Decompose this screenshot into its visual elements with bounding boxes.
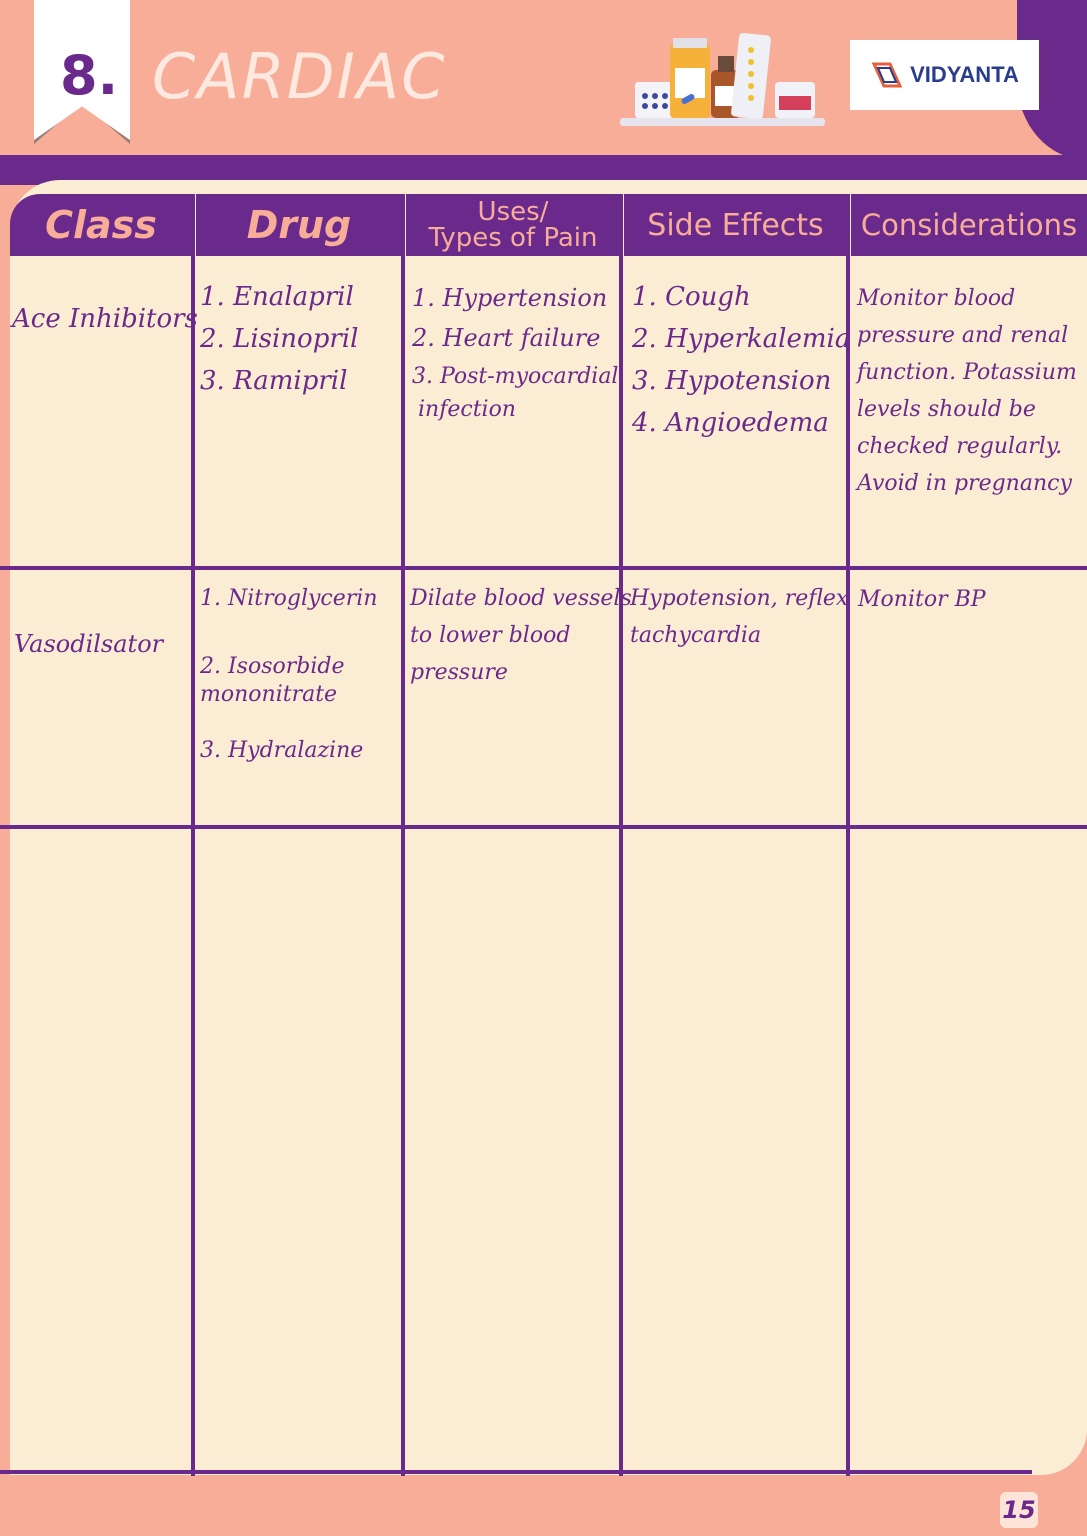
use-line: Dilate blood vessels [410,586,632,611]
consideration-line: function. Potassium [857,360,1077,385]
row2-drugs [200,584,377,766]
use-line: to lower blood [410,623,571,648]
row-divider [0,825,1087,829]
row2-class: Vasodilsator [14,630,164,658]
section-number: 8. [60,44,119,107]
medicine-shelf-icon [615,30,830,135]
use-line: pressure [410,660,508,685]
consideration-line: pressure and renal [857,323,1069,348]
use-item: 3. Post-myocardial [412,364,619,389]
logo-text: VIDYANTA [910,62,1019,87]
drug-item: 1. Enalapril [200,282,354,312]
row-divider [0,1470,1032,1474]
row2-uses [410,580,632,691]
table-header-row [10,194,1087,256]
header-class: Class [10,194,192,256]
use-item: 2. Heart failure [412,324,601,352]
drug-item: 2. Isosorbide [200,654,345,679]
column-divider [191,194,195,1476]
header-side-effects: Side Effects [624,194,847,256]
use-item: infection [418,397,516,422]
column-divider [619,194,623,1476]
section-title: CARDIAC [152,40,447,113]
vidyanta-logo [850,40,1039,110]
header-considerations: Considerations [851,194,1087,256]
drug-item: mononitrate [200,682,338,707]
drug-item: 2. Lisinopril [200,324,359,354]
row-divider [0,566,1087,570]
drug-item: 3. Ramipril [200,366,348,396]
page-number: 15 [1000,1492,1038,1528]
header-uses [406,194,620,256]
drug-item: 1. Nitroglycerin [200,586,378,611]
header-drug: Drug [196,194,402,256]
side-effect-item: 4. Angioedema [632,408,829,438]
header-uses-line2: Types of Pain [428,223,598,253]
row1-considerations [857,280,1077,502]
side-effect-item: 1. Cough [632,282,751,312]
consideration-line: Monitor blood [857,286,1016,311]
logo-mark-icon [870,58,904,92]
column-divider [401,194,405,1476]
consideration-line: levels should be [857,397,1036,422]
drug-item: 3. Hydralazine [200,738,364,763]
row1-uses [412,278,618,424]
side-effect-line: tachycardia [630,623,762,648]
row2-considerations [858,584,986,616]
consideration-line: Avoid in pregnancy [857,471,1072,496]
header-uses-line1: Uses/ [477,197,549,227]
row1-drugs [200,276,358,402]
consideration-line: Monitor BP [858,587,986,612]
use-item: 1. Hypertension [412,284,608,312]
side-effect-line: Hypotension, reflex [630,586,849,611]
consideration-line: checked regularly. [857,434,1063,459]
side-effect-item: 3. Hypotension [632,366,832,396]
row2-side-effects [630,580,848,654]
row1-class: Ace Inhibitors [12,304,198,334]
side-effect-item: 2. Hyperkalemia [632,324,851,354]
row1-side-effects [632,276,850,444]
